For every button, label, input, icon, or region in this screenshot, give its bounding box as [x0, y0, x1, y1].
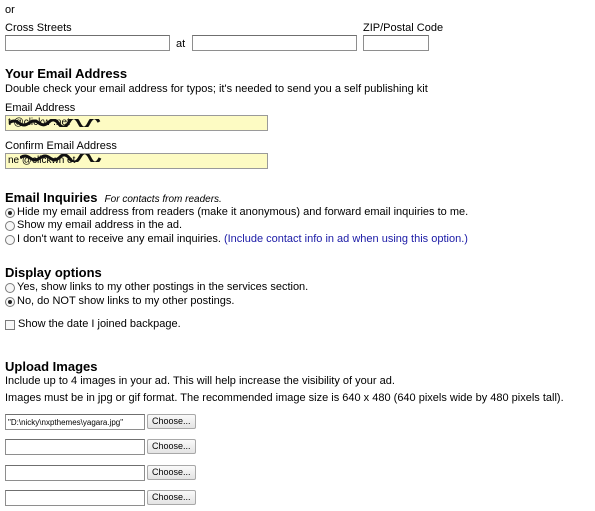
- image-file-3-input[interactable]: [5, 465, 145, 481]
- option-no-email-row: [17, 233, 468, 245]
- upload-images-heading: Upload Images: [5, 359, 98, 374]
- radio-show-links[interactable]: [5, 283, 15, 293]
- option-hide-links-label: No, do NOT show links to my other postings.: [17, 295, 235, 307]
- choose-image-1-button[interactable]: Choose...: [147, 414, 196, 429]
- or-label: or: [5, 4, 15, 16]
- show-date-checkbox[interactable]: [5, 320, 15, 330]
- inquiries-subheading: For contacts from readers.: [104, 194, 222, 205]
- zip-input[interactable]: [363, 35, 429, 51]
- email-field[interactable]: [5, 115, 268, 131]
- at-label: at: [176, 38, 186, 50]
- email-section-heading: Your Email Address: [5, 66, 128, 81]
- radio-no-email[interactable]: [5, 235, 15, 245]
- choose-image-2-button[interactable]: Choose...: [147, 439, 196, 454]
- show-date-label: Show the date I joined backpage.: [18, 318, 181, 330]
- zip-label: ZIP/Postal Code: [363, 22, 444, 34]
- email-label: Email Address: [5, 102, 76, 114]
- option-no-email-note: (Include contact info in ad when using this option.): [223, 233, 468, 245]
- option-show-links-label: Yes, show links to my other postings in the services section.: [17, 281, 309, 293]
- choose-image-4-button[interactable]: Choose...: [147, 490, 196, 505]
- option-no-email-label: I don't want to receive any email inquiries.: [17, 233, 221, 245]
- email-section-description: Double check your email address for typos; it's needed to send you a self publishing kit: [5, 83, 428, 95]
- image-file-4-input[interactable]: [5, 490, 145, 506]
- redaction-scribble-icon: [9, 119, 109, 127]
- inquiries-heading: Email Inquiries: [5, 190, 98, 205]
- upload-instructions-1: Include up to 4 images in your ad. This will help increase the visibility of your ad.: [5, 375, 395, 387]
- confirm-email-value: ne @clickwn et: [8, 155, 76, 166]
- radio-hide-email[interactable]: [5, 208, 15, 218]
- confirm-email-field[interactable]: [5, 153, 268, 169]
- option-show-email-label: Show my email address in the ad.: [17, 219, 183, 231]
- cross-street-2-input[interactable]: [192, 35, 357, 51]
- cross-streets-label: Cross Streets: [5, 22, 72, 34]
- inquiries-heading-row: [5, 190, 222, 205]
- option-hide-email-label: Hide my email address from readers (make it anonymous) and forward email inquiries to me.: [17, 206, 469, 218]
- upload-instructions-2: Images must be in jpg or gif format. The recommended image size is 640 x 480 (640 pixels wide by 480 pixels tall).: [5, 392, 564, 404]
- radio-show-email[interactable]: [5, 221, 15, 231]
- image-file-1-input[interactable]: [5, 414, 145, 430]
- email-value: t @clickw .net: [8, 117, 70, 128]
- cross-street-1-input[interactable]: [5, 35, 170, 51]
- confirm-email-label: Confirm Email Address: [5, 140, 117, 152]
- redaction-scribble-icon: [20, 154, 110, 162]
- choose-image-3-button[interactable]: Choose...: [147, 465, 196, 480]
- image-file-2-input[interactable]: [5, 439, 145, 455]
- display-options-heading: Display options: [5, 265, 102, 280]
- radio-hide-links[interactable]: [5, 297, 15, 307]
